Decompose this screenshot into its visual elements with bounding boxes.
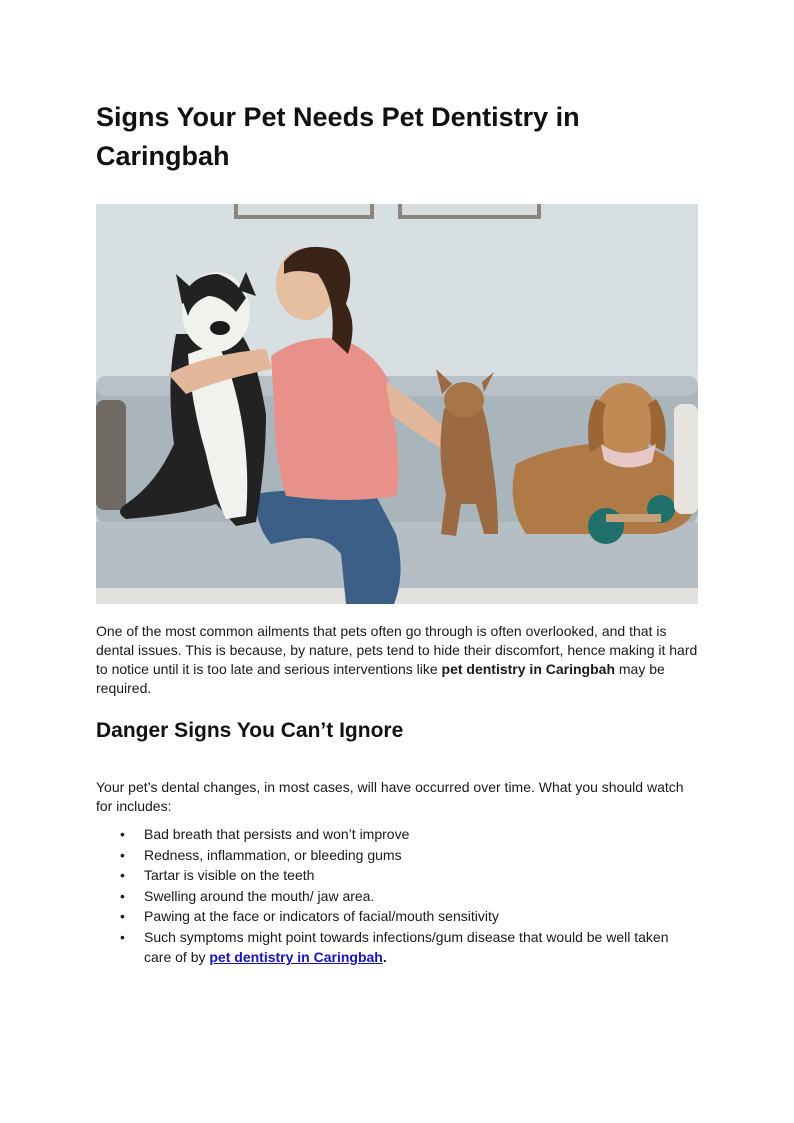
section-heading: Danger Signs You Can’t Ignore <box>96 719 404 742</box>
list-item-text: Tartar is visible on the teeth <box>144 867 315 883</box>
link-trailing-period: . <box>382 949 387 965</box>
bullet-icon: • <box>120 887 125 904</box>
list-item <box>96 886 686 907</box>
list-item <box>96 865 686 886</box>
intro-paragraph <box>96 622 698 698</box>
list-item-text: Swelling around the mouth/ jaw area. <box>144 887 375 904</box>
hero-photo-woman-with-dogs-on-sofa-icon <box>96 204 698 604</box>
hero-photo <box>96 204 698 604</box>
bullet-icon: • <box>120 867 125 883</box>
signs-list <box>96 824 686 968</box>
section-lead-paragraph: Your pet’s dental changes, in most cases, will have occurred over time. What you should watch for includes: <box>96 779 684 814</box>
bullet-icon: • <box>120 846 125 863</box>
list-item <box>96 906 686 927</box>
list-item-text: Bad breath that persists and won’t improve <box>144 826 410 842</box>
bullet-icon: • <box>120 908 125 924</box>
list-item <box>96 824 686 845</box>
bullet-icon: • <box>120 928 125 945</box>
intro-text-start: One of the most common ailments that pets often go through is often overlooked, and that is dental issues. This is because, by nature, pets tend to hide their discomfort, hence making it hard to notice until it is too late and serious interventions like <box>96 623 698 677</box>
page-title: Signs Your Pet Needs Pet Dentistry in Caringbah <box>96 102 580 171</box>
intro-text-end: may be required. <box>96 661 665 696</box>
intro-bold-keyword: pet dentistry in Caringbah <box>441 661 615 677</box>
list-item <box>96 927 686 968</box>
list-item-text: Redness, inflammation, or bleeding gums <box>144 846 402 863</box>
list-item-text: Pawing at the face or indicators of facial/mouth sensitivity <box>144 908 499 924</box>
list-item-text: Such symptoms might point towards infections/gum disease that would be well taken care of by <box>144 928 669 965</box>
bullet-icon: • <box>120 826 125 842</box>
pet-dentistry-link[interactable]: pet dentistry in Caringbah <box>209 949 383 965</box>
list-item <box>96 845 686 866</box>
